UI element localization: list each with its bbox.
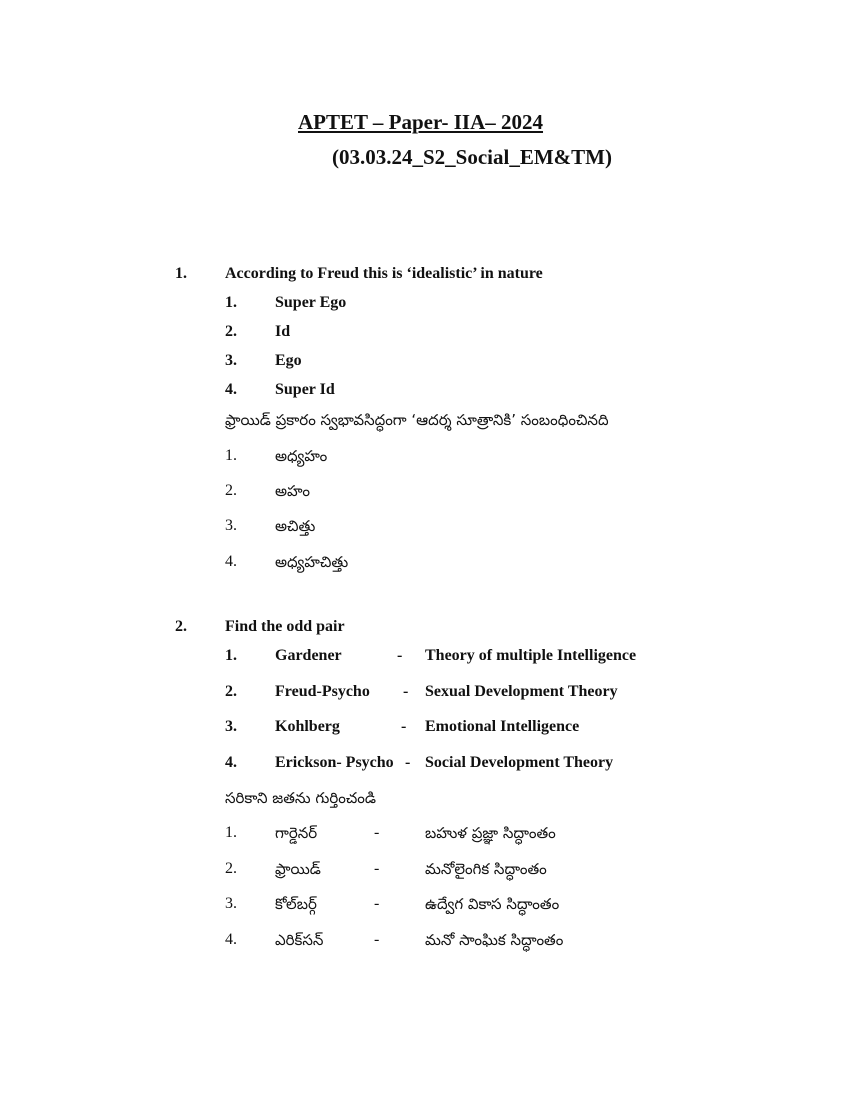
option-number: 3. xyxy=(225,352,237,369)
pair-right-telugu: మనో సాంఘిక సిద్ధాంతం xyxy=(425,931,564,949)
page-subtitle: (03.03.24_S2_Social_EM&TM) xyxy=(332,145,612,169)
pair-right: Theory of multiple Intelligence xyxy=(425,647,637,664)
pair-left-telugu: గార్డెనర్ xyxy=(275,824,318,842)
option-text: Ego xyxy=(275,352,302,369)
option-text-telugu: అధ్యహచిత్తు xyxy=(275,553,349,571)
pair-right-telugu: ఉద్వేగ వికాస సిద్ధాంతం xyxy=(425,895,560,913)
pair-number: 4. xyxy=(225,931,237,948)
question-number: 1. xyxy=(175,265,187,282)
pair-left-telugu: ఎరిక్‌సన్ xyxy=(275,931,324,949)
option-number: 4. xyxy=(225,553,237,570)
option-number: 2. xyxy=(225,323,237,340)
pair-left-telugu: కోల్‌బర్గ్ xyxy=(275,895,317,913)
pair-right: Social Development Theory xyxy=(425,754,614,771)
question-text-telugu: సరికాని జతను గుర్తించండి xyxy=(225,789,376,807)
option-text-telugu: అచిత్తు xyxy=(275,517,316,535)
pair-number: 2. xyxy=(225,683,237,700)
pair-dash: - xyxy=(374,824,380,841)
option-text: Id xyxy=(275,323,291,340)
option-text: Super Id xyxy=(275,381,335,398)
pair-right-telugu: మనోలైంగిక సిద్ధాంతం xyxy=(425,860,547,878)
option-number: 1. xyxy=(225,447,237,464)
pair-left: Kohlberg xyxy=(275,718,340,735)
question-number: 2. xyxy=(175,618,187,635)
pair-number: 1. xyxy=(225,824,237,841)
pair-dash: - xyxy=(374,860,380,877)
pair-right: Emotional Intelligence xyxy=(425,718,580,735)
pair-right: Sexual Development Theory xyxy=(425,683,618,700)
pair-dash: - xyxy=(397,647,403,664)
option-number: 4. xyxy=(225,381,237,398)
page-title: APTET – Paper- IIA– 2024 xyxy=(298,110,544,134)
option-text-telugu: అధ్యహం xyxy=(275,447,328,465)
option-number: 2. xyxy=(225,482,237,499)
pair-number: 1. xyxy=(225,647,237,664)
pair-left: Freud-Psycho xyxy=(275,683,370,700)
option-number: 3. xyxy=(225,517,237,534)
pair-dash: - xyxy=(405,754,411,771)
pair-dash: - xyxy=(403,683,409,700)
option-number: 1. xyxy=(225,294,237,311)
option-text: Super Ego xyxy=(275,294,347,311)
pair-right-telugu: బహుళ ప్రజ్ఞా సిద్ధాంతం xyxy=(425,824,556,842)
pair-left: Gardener xyxy=(275,647,342,664)
pair-dash: - xyxy=(374,895,380,912)
option-text-telugu: అహం xyxy=(275,482,310,500)
pair-left-telugu: ఫ్రాయిడ్ xyxy=(275,860,321,878)
pair-dash: - xyxy=(374,931,380,948)
question-text: Find the odd pair xyxy=(225,618,345,635)
pair-number: 4. xyxy=(225,754,237,771)
pair-number: 2. xyxy=(225,860,237,877)
pair-number: 3. xyxy=(225,895,237,912)
question-text: According to Freud this is ‘idealistic’ in nature xyxy=(225,265,543,282)
pair-dash: - xyxy=(401,718,407,735)
pair-left: Erickson- Psycho xyxy=(275,754,394,771)
pair-number: 3. xyxy=(225,718,237,735)
question-text-telugu: ఫ్రాయిడ్ ప్రకారం స్వభావసిద్ధంగా ‘ఆదర్శ సూత్రానికి’ సంబంధించినది xyxy=(225,411,609,429)
